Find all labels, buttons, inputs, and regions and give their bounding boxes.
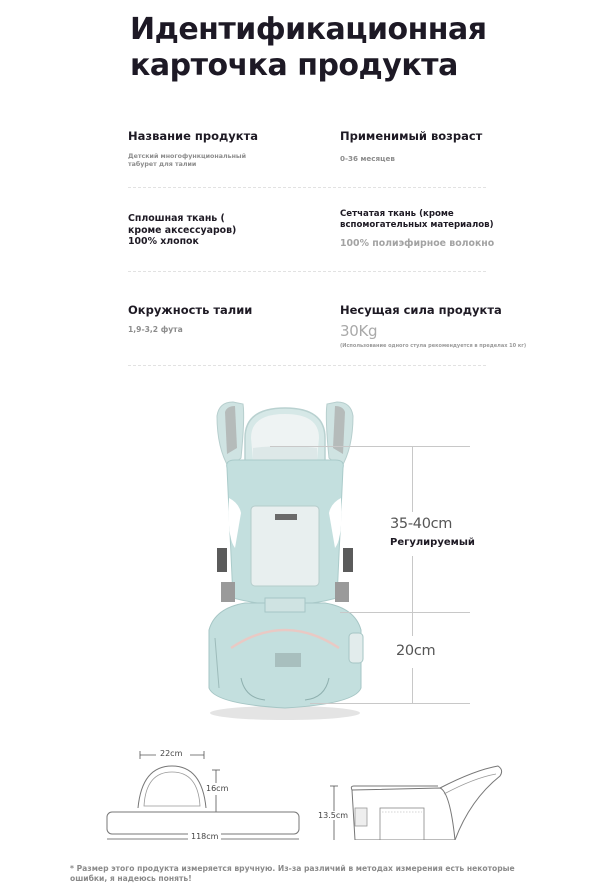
spec-mesh-fabric [340, 209, 540, 250]
spec-row-1 [128, 125, 488, 190]
page-title [130, 12, 550, 84]
dim-upper-adjustable: Регулируемый [390, 537, 475, 548]
seat-height-label: 13.5cm [318, 811, 349, 820]
spec-applicable-age [340, 129, 540, 163]
footnote-line-1: * Размер этого продукта измеряется вручную. Из-за различий в методах измерения есть некоторые [70, 864, 515, 873]
dim-upper-value: 35-40cm [390, 516, 453, 532]
title-line-2: карточка продукта [130, 48, 458, 83]
spec-label-line: 100% хлопок [128, 236, 199, 247]
spec-solid-fabric [128, 213, 328, 248]
footnote-line-2: ошибки, я надеюсь понять! [70, 874, 192, 883]
spec-label: Название продукта [128, 129, 259, 143]
spec-load-capacity [340, 303, 540, 350]
spec-label: Применимый возраст [340, 129, 483, 143]
dim-guide-vertical-middle [412, 556, 413, 636]
spec-product-name [128, 129, 328, 169]
dim-guide-top [270, 446, 470, 447]
spec-value [128, 153, 328, 169]
spec-value: 0-36 месяцев [340, 154, 395, 163]
spec-note: (Использование одного стула рекомендуется в пределах 10 кг) [340, 343, 527, 349]
spec-label-line: Сетчатая ткань (кроме [340, 209, 454, 219]
dim-guide-vertical-lower [412, 668, 413, 704]
spec-label-line: Сплошная ткань ( [128, 213, 225, 224]
spec-label [340, 209, 540, 231]
spec-row-2 [128, 205, 495, 277]
spec-value: 100% полиэфирное волокно [340, 238, 495, 249]
row-divider [128, 271, 486, 272]
spec-value-line: табурет для талии [128, 161, 197, 168]
belt-schematic [100, 740, 310, 840]
spec-label-line: кроме аксессуаров) [128, 224, 237, 236]
spec-grid [128, 125, 527, 349]
dim-guide-bottom [310, 703, 470, 704]
belt-length-label: 118cm [188, 832, 221, 841]
measurement-footnote [70, 864, 540, 884]
dim-guide-mid [340, 612, 470, 613]
belt-width-label: 22cm [160, 749, 183, 758]
row-divider [128, 365, 486, 366]
row-divider [128, 187, 486, 188]
dim-lower-value: 20cm [396, 643, 436, 659]
spec-row-3 [128, 295, 527, 370]
dim-guide-vertical-upper [412, 446, 413, 512]
title-line-1: Идентификационная [130, 12, 487, 47]
belt-outline-illustration [100, 740, 310, 840]
belt-height-label: 16cm [206, 784, 229, 793]
seat-schematic [310, 740, 510, 840]
spec-waist-circumference [128, 303, 328, 334]
spec-label: Несущая сила продукта [340, 303, 502, 317]
spec-value: 1,9-3,2 фута [128, 325, 183, 334]
seat-outline-illustration [310, 740, 510, 840]
spec-label: Окружность талии [128, 303, 253, 317]
spec-value: 30Kg [340, 322, 378, 340]
spec-label-line: вспомогательных материалов) [340, 220, 494, 230]
spec-label [128, 213, 328, 248]
spec-value-line: Детский многофункциональный [128, 153, 247, 160]
